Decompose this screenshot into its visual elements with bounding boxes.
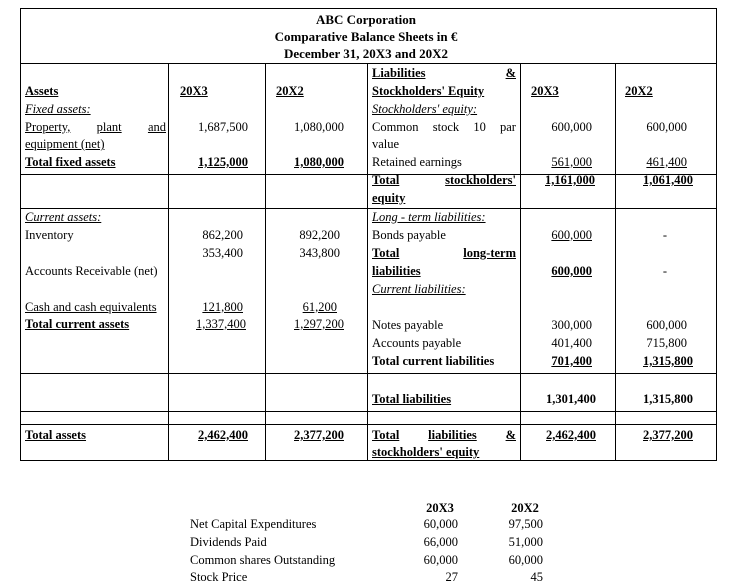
liabilities-heading-word: & <box>505 66 516 80</box>
common-stock-20x3: 600,000 <box>551 120 592 134</box>
ppe-label-line2: equipment (net) <box>25 137 105 151</box>
supplement-col-20x2: 20X2 <box>511 501 539 515</box>
supplement-shares-20x2: 60,000 <box>508 553 543 567</box>
retained-earnings-20x2: 461,400 <box>646 155 687 169</box>
liabilities-heading-word: Liabilities <box>372 66 426 80</box>
total-current-liabilities-20x3: 701,400 <box>551 354 592 368</box>
common-stock-label-line2: value <box>372 137 400 151</box>
total-le-word: liabilities <box>428 428 477 442</box>
supplement-label-capex: Net Capital Expenditures <box>190 517 317 531</box>
current-liabilities-label: Current liabilities: <box>372 282 466 296</box>
ppe-20x2: 1,080,000 <box>294 120 344 134</box>
total-current-liabilities-label: Total current liabilities <box>372 354 495 368</box>
total-assets-20x3: 2,462,400 <box>198 428 248 442</box>
ppe-label-word: and <box>147 120 166 134</box>
total-se-word: stockholders' <box>445 173 516 187</box>
statement-title: Comparative Balance Sheets in € <box>274 29 458 44</box>
common-stock-word: stock <box>432 120 460 134</box>
assets-col-20x3: 20X3 <box>180 84 208 98</box>
extra-20x3: 353,400 <box>202 246 243 260</box>
total-lt-label-line2: liabilities <box>372 264 421 278</box>
retained-earnings-20x3: 561,000 <box>551 155 592 169</box>
retained-earnings-label: Retained earnings <box>372 155 462 169</box>
total-le-label-line2: stockholders' equity <box>372 445 480 459</box>
supplement-label-dividends: Dividends Paid <box>190 535 267 549</box>
extra-20x2: 343,800 <box>299 246 340 260</box>
statement-date: December 31, 20X3 and 20X2 <box>283 46 449 61</box>
total-lt-label <box>372 245 516 262</box>
row-line-totalliab <box>20 411 716 412</box>
total-lt-20x3: 600,000 <box>551 264 592 278</box>
bonds-payable-20x3: 600,000 <box>551 228 592 242</box>
bonds-payable-20x2: - <box>662 228 667 242</box>
total-fixed-20x3: 1,125,000 <box>198 155 248 169</box>
accounts-payable-20x2: 715,800 <box>646 336 687 350</box>
total-le-label <box>372 427 516 444</box>
supplement-capex-20x3: 60,000 <box>423 517 458 531</box>
supplement-price-20x3: 27 <box>445 570 458 584</box>
total-current-assets-20x3: 1,337,400 <box>196 317 246 331</box>
supplement-col-20x3: 20X3 <box>426 501 454 515</box>
row-line-title <box>20 63 716 64</box>
inventory-20x3: 862,200 <box>202 228 243 242</box>
total-assets-label: Total assets <box>25 428 87 442</box>
cash-20x3: 121,800 <box>202 300 243 314</box>
total-liabilities-20x2: 1,315,800 <box>643 392 693 406</box>
total-le-word: Total <box>372 428 400 442</box>
col-divider-2 <box>265 63 266 460</box>
cash-20x2: 61,200 <box>302 300 337 314</box>
supplement-price-20x2: 45 <box>530 570 543 584</box>
common-stock-word: Common <box>372 120 419 134</box>
total-current-assets-label: Total current assets <box>25 317 130 331</box>
total-le-20x2: 2,377,200 <box>643 428 693 442</box>
ppe-label-word: plant <box>96 120 122 134</box>
total-se-word: Total <box>372 173 400 187</box>
row-line-fixed <box>20 174 716 175</box>
total-lt-word: long-term <box>463 246 516 260</box>
long-term-liabilities-label: Long - term liabilities: <box>372 210 486 224</box>
accounts-payable-label: Accounts payable <box>372 336 462 350</box>
common-stock-word: 10 <box>473 120 486 134</box>
company-name: ABC Corporation <box>315 12 417 27</box>
assets-heading: Assets <box>25 84 59 98</box>
liabilities-heading <box>372 65 516 82</box>
total-fixed-20x2: 1,080,000 <box>294 155 344 169</box>
supplement-dividends-20x3: 66,000 <box>423 535 458 549</box>
liabilities-col-20x3: 20X3 <box>531 84 559 98</box>
total-fixed-label: Total fixed assets <box>25 155 116 169</box>
total-lt-20x2: - <box>662 264 667 278</box>
col-divider-3 <box>367 63 368 460</box>
bonds-payable-label: Bonds payable <box>372 228 446 242</box>
row-line-gap <box>20 424 716 425</box>
total-se-20x2: 1,061,400 <box>643 173 693 187</box>
total-assets-20x2: 2,377,200 <box>294 428 344 442</box>
supplement-capex-20x2: 97,500 <box>508 517 543 531</box>
liabilities-col-20x2: 20X2 <box>625 84 653 98</box>
supplement-label-price: Stock Price <box>190 570 248 584</box>
col-divider-1 <box>168 63 169 460</box>
inventory-label: Inventory <box>25 228 74 242</box>
total-se-20x3: 1,161,000 <box>545 173 595 187</box>
ppe-20x3: 1,687,500 <box>198 120 248 134</box>
total-current-liabilities-20x2: 1,315,800 <box>643 354 693 368</box>
total-liabilities-label: Total liabilities <box>372 392 452 406</box>
inventory-20x2: 892,200 <box>299 228 340 242</box>
total-se-label-line2: equity <box>372 191 406 205</box>
total-se-label <box>372 172 516 189</box>
notes-payable-20x2: 600,000 <box>646 318 687 332</box>
total-le-20x3: 2,462,400 <box>546 428 596 442</box>
stockholders-equity-label: Stockholders' equity: <box>372 102 478 116</box>
fixed-assets-label: Fixed assets: <box>25 102 91 116</box>
supplement-shares-20x3: 60,000 <box>423 553 458 567</box>
total-lt-word: Total <box>372 246 400 260</box>
notes-payable-label: Notes payable <box>372 318 444 332</box>
cash-label: Cash and cash equivalents <box>25 300 157 314</box>
ppe-label-word: Property, <box>25 120 71 134</box>
row-line-totalcur <box>20 373 716 374</box>
accounts-payable-20x3: 401,400 <box>551 336 592 350</box>
common-stock-20x2: 600,000 <box>646 120 687 134</box>
ar-label: Accounts Receivable (net) <box>25 264 158 278</box>
supplement-label-shares: Common shares Outstanding <box>190 553 336 567</box>
table-frame <box>20 8 717 461</box>
total-current-assets-20x2: 1,297,200 <box>294 317 344 331</box>
total-liabilities-20x3: 1,301,400 <box>546 392 596 406</box>
common-stock-label <box>372 119 516 136</box>
assets-col-20x2: 20X2 <box>276 84 304 98</box>
row-line-current <box>20 208 716 209</box>
ppe-label <box>25 119 166 136</box>
liabilities-heading-line2: Stockholders' Equity <box>372 84 485 98</box>
common-stock-word: par <box>500 120 516 134</box>
notes-payable-20x3: 300,000 <box>551 318 592 332</box>
supplement-dividends-20x2: 51,000 <box>508 535 543 549</box>
col-divider-5 <box>615 63 616 460</box>
current-assets-label: Current assets: <box>25 210 102 224</box>
col-divider-4 <box>520 63 521 460</box>
total-le-word: & <box>505 428 516 442</box>
